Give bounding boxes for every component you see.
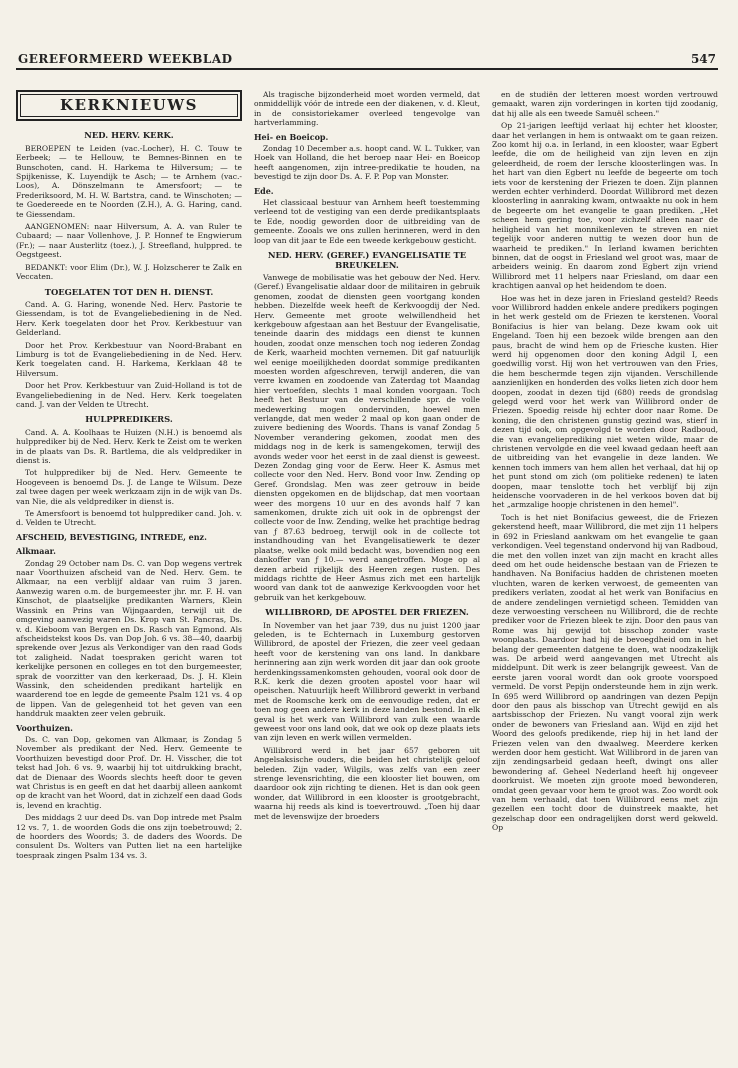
paragraph: Zondag 10 December a.s. hoopt cand. W. L. Tukker, van Hoek van Holland, die het beroep naar Hei- en Boeicop heeft aangenomen, zijn intree-predikatie te houden, na bevestigd te zijn door Ds. A. F. P. Pop van Monster. bbox=[254, 144, 480, 182]
masthead bbox=[16, 46, 718, 70]
paragraph: Willibrord werd in het jaar 657 geboren uit Angelsaksische ouders, die beiden het christelijk geloof beleden. Zijn vader, Wilgils, was zelfs van een zeer strenge levensrichting, die een klooster liet bouwen, om daardoor ook zijn richting te dienen. Het is dan ook geen wonder, dat Willibrord in een klooster is grootgebracht, waarna hij reeds als kind is toevertrouwd. „Toen hij daar met de levenswijze der broeders bbox=[254, 745, 480, 821]
heading-evangelisatie-breukelen: NED. HERV. (GEREF.) EVANGELISATIE TE BREUKELEN. bbox=[267, 250, 467, 270]
paragraph: AANGENOMEN: naar Hilversum, A. A. van Ruler te Cubaard; — naar Vollenhove, J. P. Honnef te Engwierum (Fr.); — naar Austerlitz (toez.), J. Streefland, hulppred. te Oegstgeest. bbox=[16, 222, 242, 260]
paragraph: Ds. C. van Dop, gekomen van Alkmaar, is Zondag 5 November als predikant der Ned. Herv. Gemeente te Voorthuizen bevestigd door Prof. Dr. H. Visscher, die tot tekst had Joh. 6 vs. 9, waarbij hij tot uitdrukking bracht, dat de Dienaar des Woords slechts heeft door te geven wat Christus is en geeft en dat het daarbij alleen aankomt op de kracht van het Woord, dat in zichzelf een daad Gods is, levend en krachtig. bbox=[16, 734, 242, 810]
column-3 bbox=[492, 90, 718, 1054]
section-title: KERKNIEUWS bbox=[20, 94, 238, 117]
paragraph: Door het Prov. Kerkbestuur van Zuid-Holland is tot de Evangeliebediening in de Ned. Herv. Kerk toegelaten cand. J. van der Velden te Utrecht. bbox=[16, 381, 242, 409]
column-2 bbox=[254, 90, 480, 1054]
paragraph: Zondag 29 October nam Ds. C. van Dop wegens vertrek naar Voorthuizen afscheid van de Ned. Herv. Gem. te Alkmaar, na een verblijf aldaar van ruim 3 jaren. Aanwezig waren o.m. de burgemeester jhr. mr. F. H. van Kinschot, de plaatselijke predikanten Warners, Klein Wassink en Prins van Wijngaarden, terwijl uit de omgeving aanwezig waren Ds. Krop van St. Pancras, Ds. v. d. Kieboom van Bergen en Ds. Rasch van Egmond. Als afscheidstekst koos Ds. van Dop Joh. 6 vs. 38—40, daarbij sprekende over Jezus als Verkondiger van den raad Gods tot zaligheid. Nadat toespraken gericht waren tot kerkelijke personen en colleges en tot den burgemeester, sprak de voorzitter van den kerkeraad, Ds. J. H. Klein Wassink, den scheidenden predikant hartelijk en waarderend toe en legde de gemeente Psalm 121 vs. 4 op de lippen. Van de gelegenheid tot het geven van een handdruk maakten zeer velen gebruik. bbox=[16, 558, 242, 719]
paragraph: Door het Prov. Kerkbestuur van Noord-Brabant en Limburg is tot de Evangeliebediening in de Ned. Herv. Kerk toegelaten cand. H. Harkema, Kerklaan 48 te Hilversum. bbox=[16, 340, 242, 378]
heading-afscheid: AFSCHEID, BEVESTIGING, INTREDE, enz. bbox=[16, 531, 207, 542]
paragraph: In November van het jaar 739, dus nu juist 1200 jaar geleden, is te Echternach in Luxemburg gestorven Willibrord, de apostel der Friezen, die zeer veel gedaan heeft voor de kerstening van ons land. In dankbare herinnering aan zijn werk worden dit jaar dan ook groote herdenkingssamenkomsten gehouden, vooral ook door de R.K. kerk die dezen grooten apostel voor haar wil opeischen. Natuurlijk heeft Willibrord gewerkt in verband met de Roomsche kerk om de eenvoudige reden, dat er toen nog geen andere kerk in deze landen bestond. In elk geval is het werk van Willibrord van zulk een waarde geweest voor ons land ook, dat we ook op deze plaats iets van zijn leven en werk willen vermelden. bbox=[254, 620, 480, 743]
subheading-voorthuizen: Voorthuizen. bbox=[16, 722, 73, 733]
paragraph: Op 21-jarigen leeftijd verlaat hij echter het klooster, daar het verlangen in hem is ontwaakt om te gaan reizen. Zoo komt hij o.a. in Ierland, in een klooster, waar Egbert leefde, die om de heiligheid van zijn leven en zijn geleerdheid, de roem der Iersche kloosterlingen was. In het hart van dien Egbert nu leefde de begeerte om toch iets voor de kerstening der Friezen te doen. Zijn plannen werden echter verhinderd. Doordat Willibrord met dezen kloosterling in aanraking kwam, ontwaakte nu ook in hem de begeerte om het evangelie te gaan prediken. „Het scheen hem gering toe, voor zichzelf alleen naar de heiligheid van het monnikenleven te streven en niet tegelijk voor anderen nuttig te wezen door hun de waarheid te prediken." In Ierland kwamen berichten binnen, dat de oogst in Friesland wel groot was, maar de arbeiders weinig. En daarom zond Egbert zijn vriend Willibrord met 11 helpers naar Friesland, om daar een krachtigen aanval op het heidendom te doen. bbox=[492, 121, 718, 291]
paragraph: en de studiën der letteren moest worden vertrouwd gemaakt, waren zijn vorderingen in korten tijd zoodanig, dat hij alle als een tweede Samuël scheen." bbox=[492, 90, 718, 118]
section-banner bbox=[16, 90, 242, 121]
paragraph: Als tragische bijzonderheid moet worden vermeld, dat onmiddellijk vóór de intrede een der diakenen, v. d. Kleut, in de consistoriekamer overleed tengevolge van hartverlamming. bbox=[254, 90, 480, 128]
paragraph: Cand. A. G. Haring, wonende Ned. Herv. Pastorie te Giessendam, is tot de Evangeliebediening in de Ned. Herv. Kerk toegelaten door het Prov. Kerkbestuur van Gelderland. bbox=[16, 299, 242, 338]
paragraph: Toch is het niet Bonifacius geweest, die de Friezen gekerstend heeft, maar Willibrord, die met zijn 11 helpers in 692 in Friesland aankwam om het evangelie te gaan verkondigen. Veel tegenstand ondervond hij van Radboud, die met den vollen inzet van zijn macht en kracht alles deed om het oude heidensche bestaan van de Friezen te handhaven. Na Bonifacius hadden de christenen moeten vluchten, waren de kerken verwoest, de gemeenten van predikers verlaten, zoodat al het werk van Bonifacius en de andere zendelingen vernietigd scheen. Temidden van deze verwoesting verscheen nu Willibrord, die de rechte prediker voor de Friezen bleek te zijn. Door den paus van Rome was hij gewijd tot bisschop zonder vaste woonplaats. Daardoor had hij de bevoegdheid om in het belang der gemeenten datgene te doen, wat noodzakelijk was. De arbeid werd aangevangen met Utrecht als middelpunt. Dit werk is zeer belangrijk geweest. Van de eerste jaren vooral wordt dan ook groote voorspoed vermeld. De vorst Pepijn ondersteunde hem in zijn werk. In 695 werd Willibrord op aandringen van dezen Pepijn door den paus als bisschop van Utrecht gewijd en als aartsbisschop der Friezen. Nu vangt vooral zijn werk onder de bewoners van Friesland aan. Wijd en zijd het Woord des geloofs predikende, riep hij in het land der Friezen velen van den dwaalweg. Meerdere kerken werden door hem gesticht. Wat Willibrord in de jaren van zijn zendingsarbeid gedaan heeft, dwingt ons aller bewondering af. Geheel Nederland heeft hij ongeveer doorkruist. We moeten zijn groote moed bewonderen, omdat geen gevaar voor hem te groot was. Zoo wordt ook van hem verhaald, dat toen Willibrord eens met zijn gezellen een tocht door de duinstreek maakte, het gezelschap door een ondragelijken dorst werd gekweld. Op bbox=[492, 512, 718, 833]
heading-toegelaten: TOEGELATEN TOT DEN H. DIENST. bbox=[44, 286, 214, 297]
subheading-ede: Ede. bbox=[254, 185, 274, 196]
subheading-alkmaar: Alkmaar. bbox=[16, 546, 56, 557]
page-number: 547 bbox=[690, 52, 716, 66]
newspaper-page bbox=[16, 46, 718, 1054]
paragraph: Het classicaal bestuur van Arnhem heeft toestemming verleend tot de vestiging van een derde predikantsplaats te Ede, noodig geworden door de uitbreiding van de gemeente. Zooals we ons zullen herinneren, werd in den loop van dit jaar te Ede een tweede kerkgebouw gesticht. bbox=[254, 198, 480, 245]
heading-hulppredikers: HULPPREDIKERS. bbox=[85, 414, 173, 425]
subheading-hei-en-boeicop: Hei- en Boeicop. bbox=[254, 131, 329, 142]
paragraph: Vanwege de mobilisatie was het gebouw der Ned. Herv. (Geref.) Evangelisatie aldaar door de militairen in gebruik genomen, zoodat de diensten geen voortgang konden hebben. Diezelfde week heeft de Kerkvoogdij der Ned. Herv. Gemeente met groote welwillendheid het kerkgebouw afgestaan aan het Bestuur der Evangelisatie, teneinde daarin des middags een dienst te kunnen houden, zoodat onze menschen toch nog iederen Zondag de Kerk, waarheid mochten vernemen. Dit gaf natuurlijk wel eenige moeilijkheden doordat sommige predikanten moesten worden afgeschreven, terwijl anderen, die van verre kwamen en zoodoende van Zaterdag tot Maandag hier vertoefden, slechts 1 maal konden voorgaan. Toch heeft het Bestuur van de verschillende spr. de volle medewerking mogen ondervinden, hoewel men verlangde, dat men weder 2 maal op kon gaan onder de zuivere bediening des Woords. Thans is vanaf Zondag 5 November verandering gekomen, zoodat men des middags nog in de kerk is samengekomen, terwijl des avonds weder voor het eerst in de zaal dienst is geweest. Dezen Zondag ging voor de Eerw. Heer K. Asmus met collecte voor den Ned. Herv. Bond voor Inw. Zending op Geref. Grondslag. Men was zeer getrouw in beide diensten opgekomen en de blijdschap, dat men voortaan weer des morgens 10 uur en des avonds half 7 kan samenkomen, drukte zich uit ook in de opbrengst der collecte voor de Inw. Zending, welke het prachtige bedrag van ƒ 87.63 bedroeg, terwijl ook in de collecte tot instandhouding van het Evangelisatiewerk te dezer plaatse, welke ook mild bedacht was, bovendien nog een dankoffer van ƒ 10.— werd aangetroffen. Moge op al dezen arbeid rijkelijk des Heeren zegen rusten. Des middags richtte de Heer Asmus zich met een hartelijk woord van dank tot de aanwezige Kerkvoogden voor het gebruik van het kerkgebouw. bbox=[254, 272, 480, 602]
paragraph: BEDANKT: voor Elim (Dr.), W. J. Holzscherer te Zalk en Veccaten. bbox=[16, 262, 242, 282]
columns bbox=[16, 90, 718, 1054]
paragraph: Hoe was het in deze jaren in Friesland gesteld? Reeds voor Willibrord hadden enkele andere predikers pogingen in het werk gesteld om de Friezen te kerstenen. Vooral Bonifacius is hier van belang. Deze kwam ook uit Engeland. Toen hij een bezoek wilde brengen aan den paus, bracht de wind hem op de Friesche kusten. Hier werd hij opgenomen door den koning Adgil I, een goedwillig vorst. Hij won het vertrouwen van den Fries, die hem beschermde tegen zijn vijanden. Verschillende aanzienlijken en honderden des volks lieten zich door hem doopen, zoodat in dezen tijd (680) reeds de grondslag gelegd werd voor het werk van Willibrord onder de Friezen. Spoedig reisde hij echter door naar Rome. De koning, die den christenen gunstig gezind was, stierf in dezen tijd ook, om opgevolgd te worden door Radboud, die van evangelieprediking niet weten wilde, maar de christenen vervolgde en die veel kwaad gedaan heeft aan de uitbreiding van het evangelie in deze landen. We kennen toch immers van hem allen het verhaal, dat hij op het punt stond om zich (om politieke redenen) te laten doopen, maar tenslotte toch het verblijf bij zijn heidensche voorvaderen in de hel verkoos boven dat bij het „armzalige hoopje christenen in den hemel". bbox=[492, 293, 718, 510]
paragraph: Cand. A. A. Koolhaas te Huizen (N.H.) is benoemd als hulpprediker bij de Ned. Herv. Kerk te Zeist om te werken in de plaats van Ds. R. Bartlema, die als veldprediker in dienst is. bbox=[16, 427, 242, 465]
paragraph: Des middags 2 uur deed Ds. van Dop intrede met Psalm 12 vs. 7, 1. de woorden Gods die ons zijn toebetrouwd; 2. de hoorders des Woords; 3. de daders des Woords. De consulent Ds. Wolters van Putten liet na een hartelijke toespraak zingen Psalm 134 vs. 3. bbox=[16, 813, 242, 860]
paragraph: BEROEPEN te Leiden (vac.-Locher), H. C. Touw te Eerbeek; — te Hellouw, te Bemnes-Binnen en te Bunschoten, cand. H. Harkema te Hilversum; — te Spijkenisse, K. Luyendijk te Asch; — te Arnhem (vac.-Loos), A. Dönszelmann te Amersfoort; — te Frederiksoord, M. H. W. Bartstra, cand. te Winschoten; — te Goedereede en te Noorden (Z.H.), A. G. Haring, cand. te Giessendam. bbox=[16, 143, 242, 219]
paragraph: Tot hulpprediker bij de Ned. Herv. Gemeente te Hoogeveen is benoemd Ds. J. de Lange te Wilsum. Deze zal twee dagen per week werkzaam zijn in de wijk van Ds. van Nie, die als veldprediker in dienst is. bbox=[16, 468, 242, 506]
column-1 bbox=[16, 90, 242, 1054]
paragraph: Te Amersfoort is benoemd tot hulpprediker cand. Joh. v. d. Velden te Utrecht. bbox=[16, 509, 242, 528]
heading-willibrord: WILLIBRORD, DE APOSTEL DER FRIEZEN. bbox=[265, 607, 469, 618]
publication-title: GEREFORMEERD WEEKBLAD bbox=[18, 52, 233, 66]
heading-ned-herv-kerk: NED. HERV. KERK. bbox=[84, 130, 174, 141]
